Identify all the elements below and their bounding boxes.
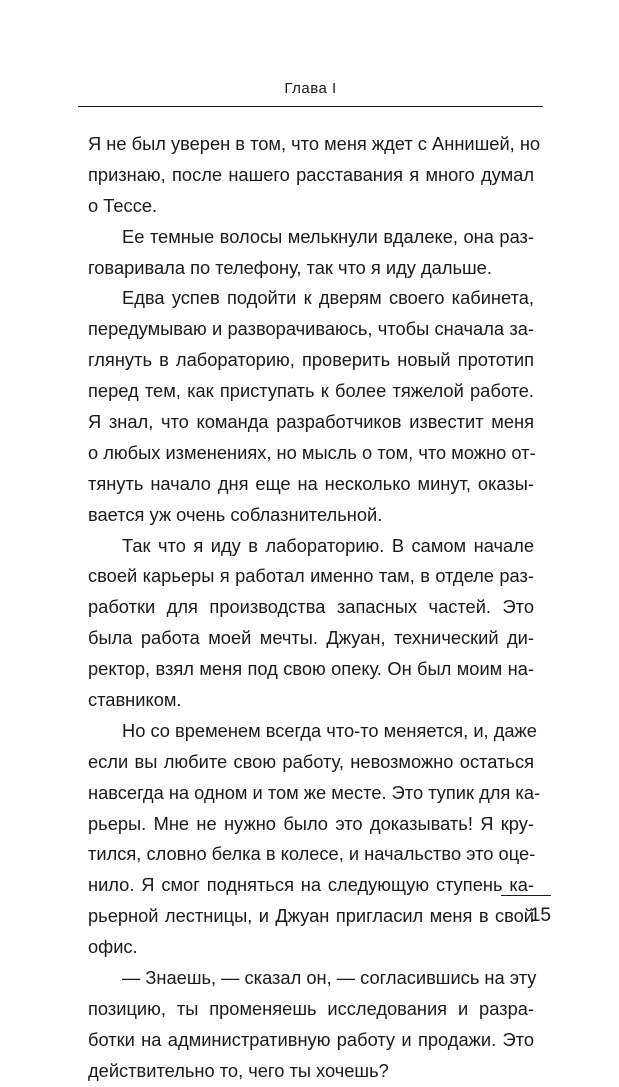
text-line: говаривала по телефону, так что я иду дальше.	[88, 256, 492, 278]
text-line: тянуть начало дня еще на несколько минут, оказы-	[88, 472, 534, 494]
text-line: признаю, после нашего расставания я много думал	[88, 163, 534, 185]
folio-rule	[501, 895, 551, 896]
text-line: Так что я иду в лабораторию. В самом начале	[122, 534, 534, 556]
text-line: если вы любите свою работу, невозможно остаться	[88, 750, 534, 772]
text-line: нило. Я смог подняться на следующую ступень ка-	[88, 874, 534, 896]
text-line: позицию, ты променяешь исследования и разра-	[88, 997, 534, 1019]
page-number: 15	[529, 905, 551, 926]
text-line: действительно то, чего ты хочешь?	[88, 1059, 389, 1081]
text-line: Но со временем всегда что-то меняется, и, даже	[122, 719, 537, 741]
text-line: была работа моей мечты. Джуан, технический ди-	[88, 627, 534, 649]
text-line: перед тем, как приступать к более тяжелой работе.	[88, 380, 534, 402]
text-line: офис.	[88, 936, 138, 958]
text-line: передумываю и разворачиваюсь, чтобы сначала за-	[88, 318, 534, 340]
running-head: Глава I	[284, 80, 337, 97]
text-line: глянуть в лабораторию, проверить новый прототип	[88, 349, 534, 371]
text-line: Я знал, что команда разработчиков известит меня	[88, 411, 534, 433]
text-line: — Знаешь, — сказал он, — согласившись на эту	[122, 967, 537, 989]
text-line: ректор, взял меня под свою опеку. Он был моим на-	[88, 658, 534, 680]
text-line: рьерной лестницы, и Джуан пригласил меня в свой	[88, 905, 534, 927]
text-line: ставником.	[88, 689, 182, 711]
text-line: о Тессе.	[88, 194, 158, 216]
text-line: тился, словно белка в колесе, и начальство это оце-	[88, 843, 536, 865]
text-line: ботки на административную работу и продажи. Это	[88, 1028, 534, 1050]
text-line: Ее темные волосы мелькнули вдалеке, она раз-	[122, 225, 534, 247]
text-line: Едва успев подойти к дверям своего кабинета,	[122, 287, 534, 309]
text-line: рьеры. Мне не нужно было это доказывать! Я кру-	[88, 812, 534, 834]
text-line: навсегда на одном и том же месте. Это тупик для ка-	[88, 781, 541, 803]
text-line: о любых изменениях, но мысль о том, что можно от-	[88, 441, 536, 463]
text-line: Я не был уверен в том, что меня ждет с Аннишей, но	[88, 133, 541, 154]
text-line: работки для производства запасных частей. Это	[88, 596, 534, 618]
text-line: своей карьеры я работал именно там, в отделе раз-	[88, 565, 534, 587]
header-rule	[78, 106, 543, 107]
text-line: вается уж очень соблазнительной.	[88, 503, 383, 525]
